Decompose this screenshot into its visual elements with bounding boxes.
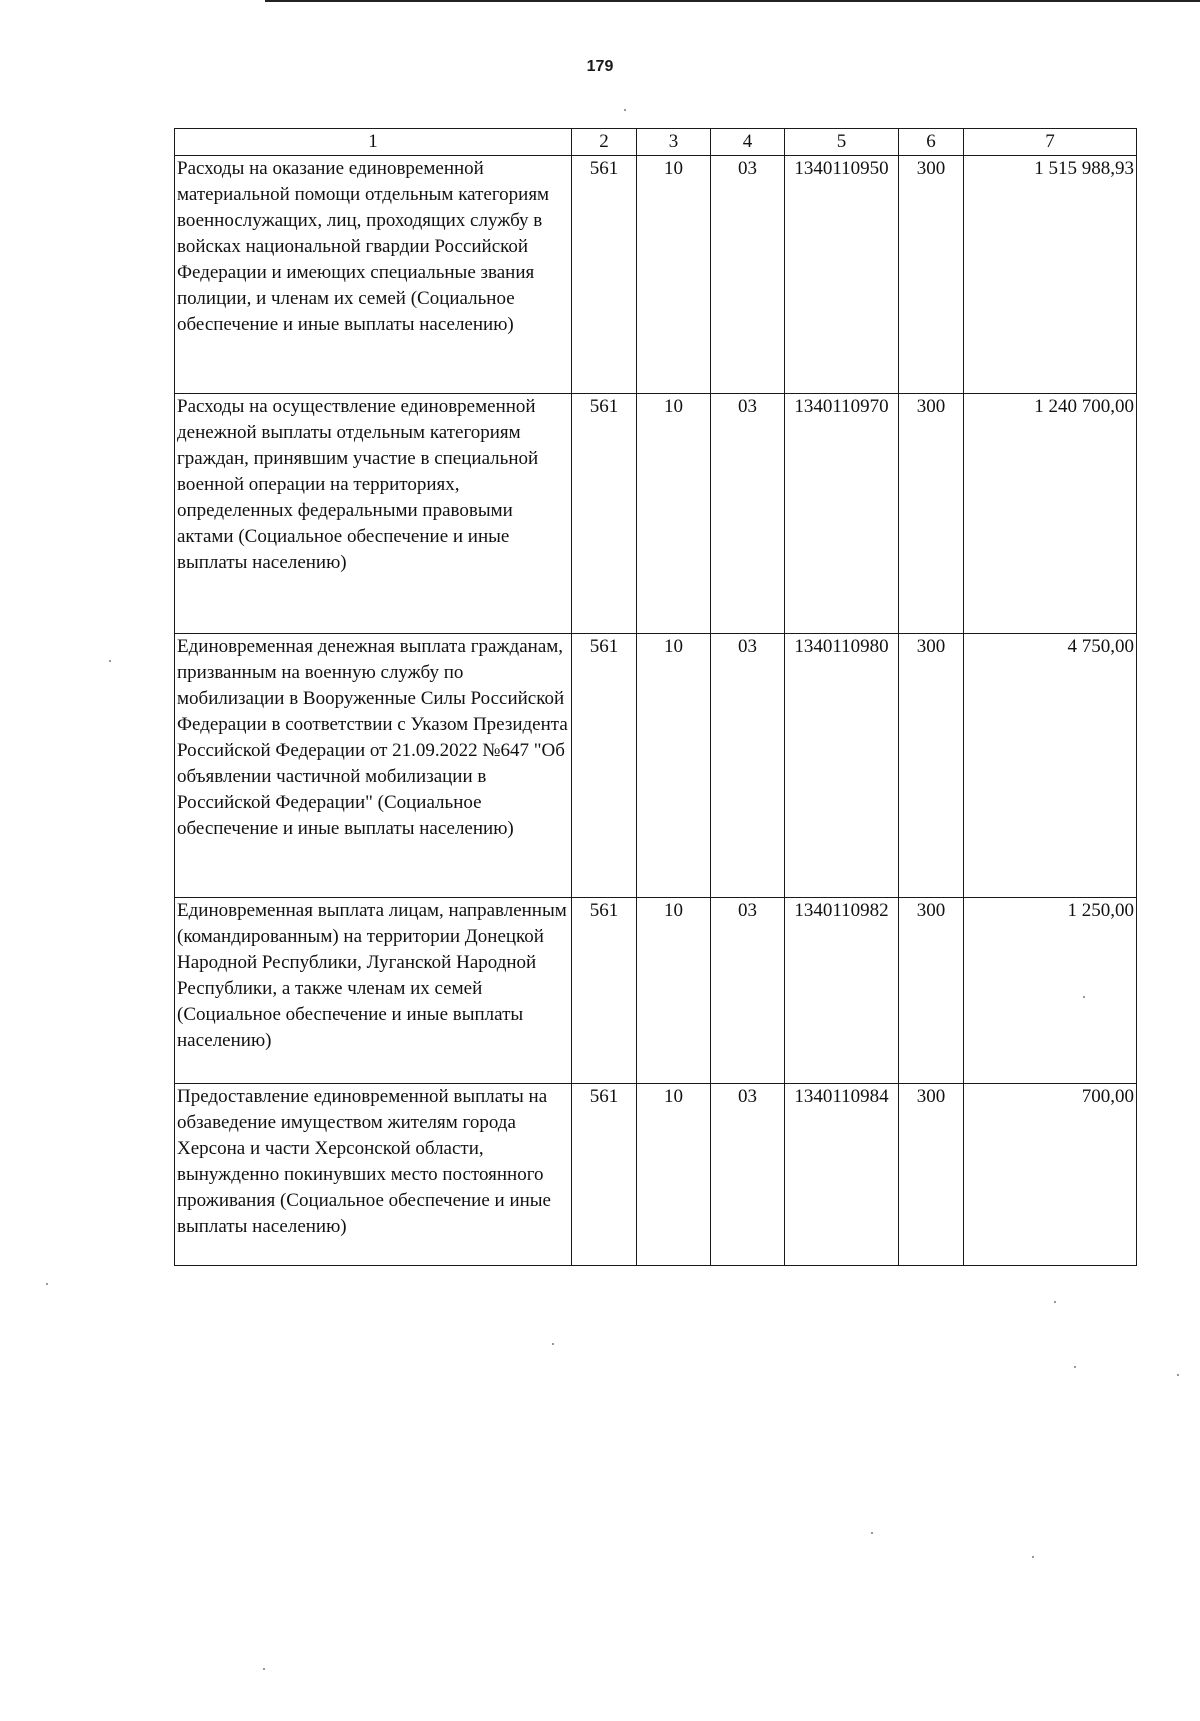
scan-speck [46, 1283, 48, 1285]
row-col2-cell: 561 [572, 1084, 637, 1266]
header-col-2: 2 [572, 129, 637, 156]
row-col3-cell: 10 [637, 394, 711, 634]
row-col3-cell: 10 [637, 1084, 711, 1266]
table-header-row [175, 129, 1137, 156]
header-col-4: 4 [711, 129, 785, 156]
scan-speck [263, 1668, 265, 1670]
row-col6-cell: 300 [899, 1084, 964, 1266]
row-name-cell: Единовременная денежная выплата гражданам, призванным на военную службу по мобилизации в Вооруженные Силы Российской Федерации в соответствии с Указом Президента Российской Федерации от 21.09.2022 №647 "Об объявлении частичной мобилизации в Российской Федерации" (Социальное обеспечение и иные выплаты населению) [175, 634, 572, 898]
table-row [175, 898, 1137, 1084]
row-amount-cell: 4 750,00 [964, 634, 1137, 898]
row-col2-cell: 561 [572, 898, 637, 1084]
row-name-cell: Расходы на оказание единовременной материальной помощи отдельным категориям военнослужащих, лиц, проходящих службу в войсках национальной гвардии Российской Федерации и имеющих специальные звания полиции, и членам их семей (Социальное обеспечение и иные выплаты населению) [175, 156, 572, 394]
scan-speck [109, 660, 111, 662]
row-col3-cell: 10 [637, 156, 711, 394]
row-col6-cell: 300 [899, 394, 964, 634]
row-col5-cell: 1340110980 [785, 634, 899, 898]
scan-speck [1177, 1374, 1179, 1376]
header-col-1: 1 [175, 129, 572, 156]
row-col4-cell: 03 [711, 156, 785, 394]
scan-speck [1083, 996, 1085, 998]
scan-top-edge-line [265, 0, 1200, 2]
scan-speck [552, 1343, 554, 1345]
row-col3-cell: 10 [637, 634, 711, 898]
row-col2-cell: 561 [572, 156, 637, 394]
row-col5-cell: 1340110984 [785, 1084, 899, 1266]
header-col-5: 5 [785, 129, 899, 156]
row-col5-cell: 1340110950 [785, 156, 899, 394]
row-col6-cell: 300 [899, 898, 964, 1084]
row-col4-cell: 03 [711, 1084, 785, 1266]
row-amount-cell: 1 515 988,93 [964, 156, 1137, 394]
row-col4-cell: 03 [711, 634, 785, 898]
table-row [175, 394, 1137, 634]
row-col6-cell: 300 [899, 156, 964, 394]
scan-speck [1074, 1366, 1076, 1368]
scan-speck [871, 1532, 873, 1534]
budget-table [174, 128, 1137, 1266]
scan-speck [624, 109, 626, 111]
row-col5-cell: 1340110982 [785, 898, 899, 1084]
row-col2-cell: 561 [572, 634, 637, 898]
scan-speck [1054, 1301, 1056, 1303]
row-name-cell: Предоставление единовременной выплаты на обзаведение имуществом жителям города Херсона и части Херсонской области, вынужденно покинувших место постоянного проживания (Социальное обеспечение и иные выплаты населению) [175, 1084, 572, 1266]
row-col4-cell: 03 [711, 394, 785, 634]
row-col4-cell: 03 [711, 898, 785, 1084]
row-amount-cell: 1 250,00 [964, 898, 1137, 1084]
row-name-cell: Единовременная выплата лицам, направленным (командированным) на территории Донецкой Народной Республики, Луганской Народной Республики, а также членам их семей (Социальное обеспечение и иные выплаты населению) [175, 898, 572, 1084]
row-col6-cell: 300 [899, 634, 964, 898]
table-row [175, 634, 1137, 898]
header-col-6: 6 [899, 129, 964, 156]
row-col2-cell: 561 [572, 394, 637, 634]
row-amount-cell: 700,00 [964, 1084, 1137, 1266]
scan-speck [1032, 1556, 1034, 1558]
row-amount-cell: 1 240 700,00 [964, 394, 1137, 634]
header-col-3: 3 [637, 129, 711, 156]
row-col3-cell: 10 [637, 898, 711, 1084]
row-col5-cell: 1340110970 [785, 394, 899, 634]
header-col-7: 7 [964, 129, 1137, 156]
table-row [175, 156, 1137, 394]
page-number: 179 [586, 58, 614, 75]
row-name-cell: Расходы на осуществление единовременной денежной выплаты отдельным категориям граждан, принявшим участие в специальной военной операции на территориях, определенных федеральными правовыми актами (Социальное обеспечение и иные выплаты населению) [175, 394, 572, 634]
table-row [175, 1084, 1137, 1266]
